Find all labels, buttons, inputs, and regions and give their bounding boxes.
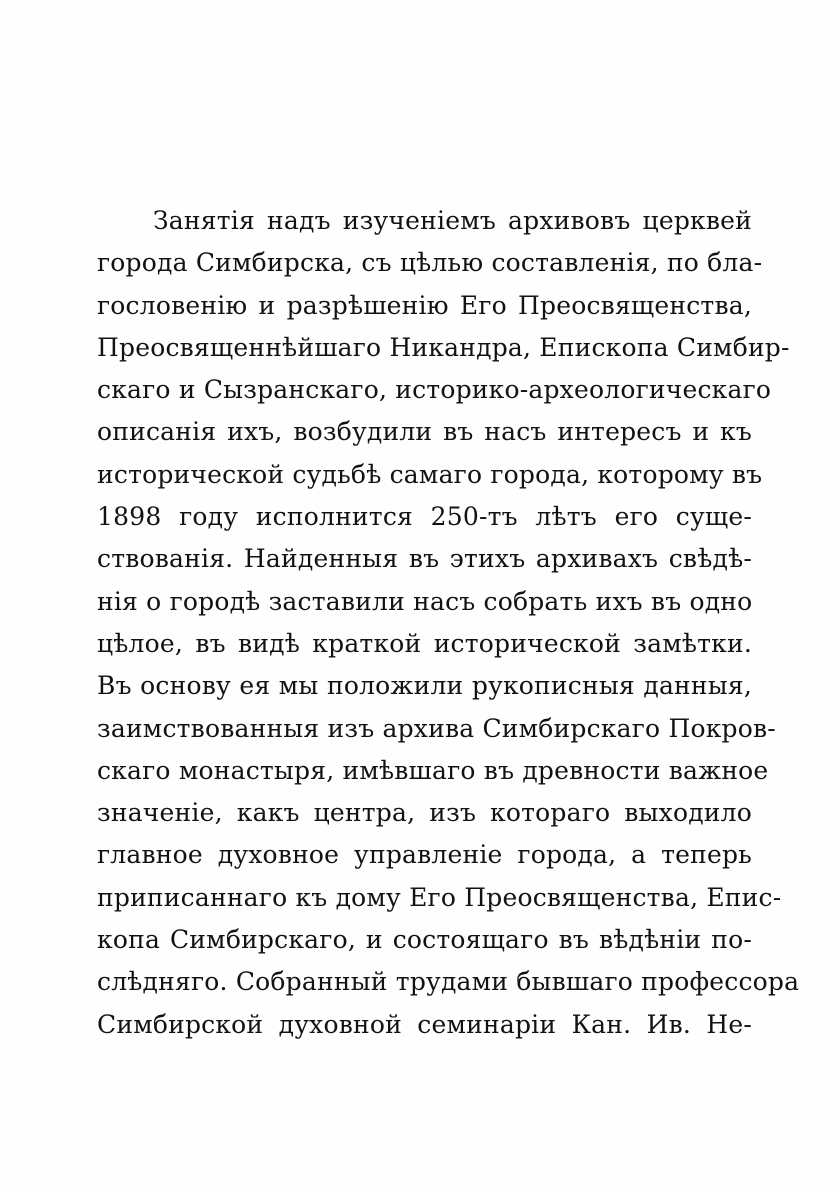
text-line-6: описанія ихъ, возбудили въ насъ интересъ и къ <box>97 417 752 447</box>
text-line-20: Симбирской духовной семинаріи Кан. Ив. Не- <box>97 1009 752 1039</box>
text-line-15: значеніе, какъ центра, изъ котораго выходило <box>97 798 752 828</box>
text-line-5: скаго и Сызранскаго, историко-археологическаго <box>97 375 772 405</box>
text-line-17: приписаннаго къ дому Его Преосвященства, Епис- <box>97 882 782 912</box>
body-paragraph <box>97 200 800 1046</box>
text-line-10: нія о городѣ заставили насъ собрать ихъ въ одно <box>97 586 753 616</box>
text-line-4: Преосвященнѣйшаго Никандра, Епископа Симбир- <box>97 332 790 362</box>
text-line-13: заимствованныя изъ архива Симбирскаго Покров- <box>97 713 776 743</box>
text-line-7: исторической судьбѣ самаго города, которому въ <box>97 459 763 489</box>
text-line-8: 1898 году исполнится 250-тъ лѣтъ его суще- <box>97 502 752 532</box>
text-line-9: ствованія. Найденныя въ этихъ архивахъ свѣдѣ- <box>97 544 752 574</box>
text-line-14: скаго монастыря, имѣвшаго въ древности важное <box>97 755 769 785</box>
text-line-3: гословенію и разрѣшенію Его Преосвященства, <box>97 290 752 320</box>
text-line-19: слѣдняго. Собранный трудами бывшаго профессора <box>97 967 800 997</box>
text-line-1: Занятія надъ изученіемъ архивовъ церквей <box>153 206 752 235</box>
text-line-12: Въ основу ея мы положили рукописныя данныя, <box>97 671 752 701</box>
text-line-18: копа Симбирскаго, и состоящаго въ вѣдѣніи по- <box>97 925 752 955</box>
text-line-2: города Симбирска, съ цѣлью составленія, по бла- <box>97 248 763 278</box>
text-line-11: цѣлое, въ видѣ краткой исторической замѣтки. <box>97 628 752 658</box>
text-line-16: главное духовное управленіе города, а теперь <box>97 840 752 870</box>
